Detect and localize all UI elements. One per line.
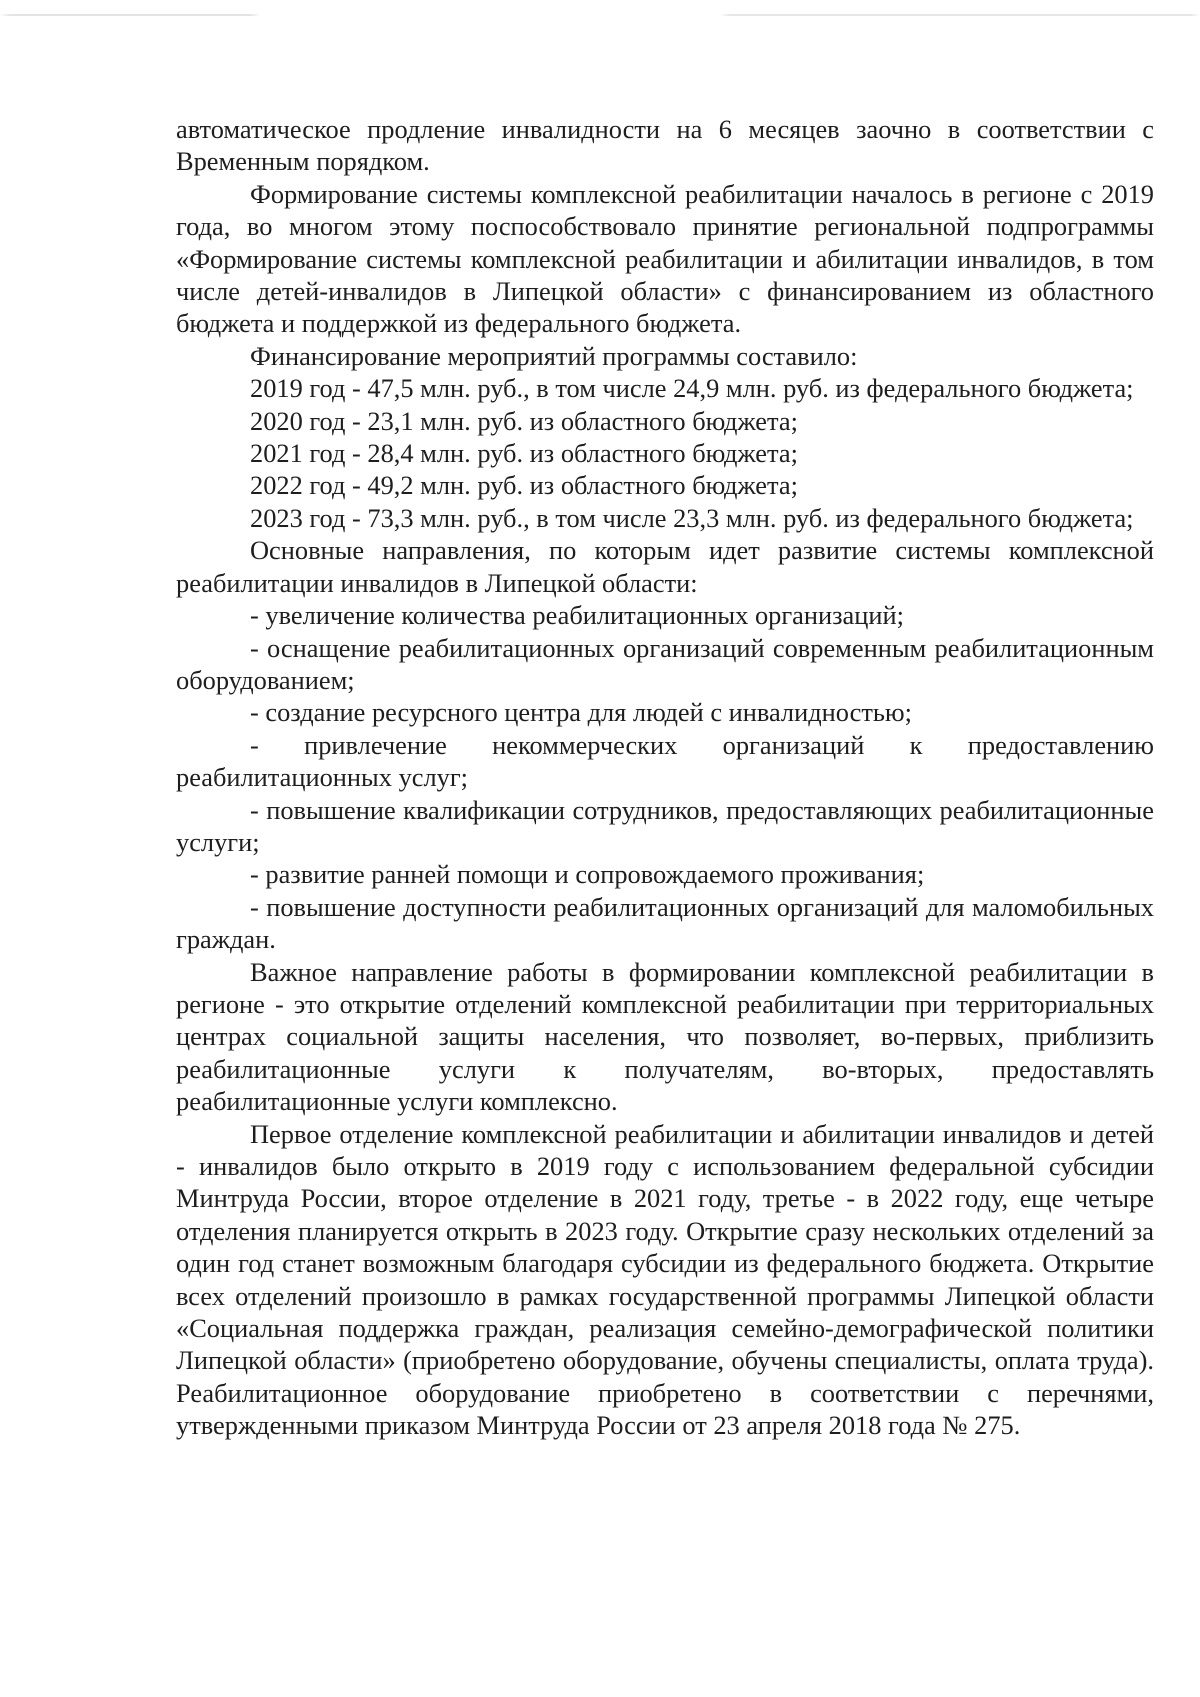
funding-item-2023: 2023 год - 73,3 млн. руб., в том числе 23,3 млн. руб. из федерального бюджета; bbox=[250, 502, 1134, 533]
funding-item-2021: 2021 год - 28,4 млн. руб. из областного бюджета; bbox=[250, 438, 798, 469]
paragraph-funding-intro: Финансирование мероприятий программы составило: bbox=[250, 340, 858, 371]
direction-item-early-help: - развитие ранней помощи и сопровождаемого проживания; bbox=[250, 859, 925, 890]
direction-item-accessibility: - повышение доступности реабилитационных организаций для маломобильных граждан. bbox=[176, 891, 1154, 955]
paragraph-first-department: Первое отделение комплексной реабилитации и абилитации инвалидов и детей - инвалидов было открыто в 2019 году с использованием федеральной субсидии Минтруда России, второе отделение в 2021 году, третье - в 2022 году, еще четыре отделения планируется открыть в 2023 году. Открытие сразу нескольких отделений за один год станет возможным благодаря субсидии из федерального бюджета. Открытие всех отделений произошло в рамках государственной программы Липецкой области «Социальная поддержка граждан, реализация семейно-демографической политики Липецкой области» (приобретено оборудование, обучены специалисты, оплата труда). Реабилитационное оборудование приобретено в соответствии с перечнями, утвержденными приказом Минтруда России от 23 апреля 2018 года № 275. bbox=[176, 1118, 1154, 1441]
direction-item-resource-center: - создание ресурсного центра для людей с инвалидностью; bbox=[250, 697, 912, 728]
direction-item-equipment: - оснащение реабилитационных организаций современным реабилитационным оборудованием; bbox=[176, 632, 1154, 695]
scan-edge-artifact bbox=[0, 14, 1200, 16]
direction-item-nonprofits: - привлечение некоммерческих организаций к предоставлению реабилитационных услуг; bbox=[176, 729, 1154, 793]
funding-item-2020: 2020 год - 23,1 млн. руб. из областного бюджета; bbox=[250, 405, 798, 436]
paragraph-directions-intro: Основные направления, по которым идет развитие системы комплексной реабилитации инвалидов в Липецкой области: bbox=[176, 535, 1154, 598]
document-body bbox=[176, 113, 1154, 1442]
funding-item-2019: 2019 год - 47,5 млн. руб., в том числе 24,9 млн. руб. из федерального бюджета; bbox=[250, 373, 1134, 404]
paragraph-disability-extension: автоматическое продление инвалидности на 6 месяцев заочно в соответствии с Временным порядком. bbox=[176, 114, 1154, 177]
funding-item-2022: 2022 год - 49,2 млн. руб. из областного бюджета; bbox=[250, 470, 798, 501]
direction-item-organizations: - увеличение количества реабилитационных организаций; bbox=[250, 600, 904, 631]
paragraph-departments: Важное направление работы в формировании комплексной реабилитации в регионе - это открытие отделений комплексной реабилитации при территориальных центрах социальной защиты населения, что позволяет, во-первых, приблизить реабилитационные услуги к получателям, во-вторых, предоставлять реабилитационные услуги комплексно. bbox=[176, 956, 1154, 1117]
direction-item-qualification: - повышение квалификации сотрудников, предоставляющих реабилитационные услуги; bbox=[176, 794, 1154, 857]
paragraph-rehabilitation-system: Формирование системы комплексной реабилитации началось в регионе с 2019 года, во многом этому поспособствовало принятие региональной подпрограммы «Формирование системы комплексной реабилитации и абилитации инвалидов, в том числе детей-инвалидов в Липецкой области» с финансированием из областного бюджета и поддержкой из федерального бюджета. bbox=[176, 178, 1154, 339]
